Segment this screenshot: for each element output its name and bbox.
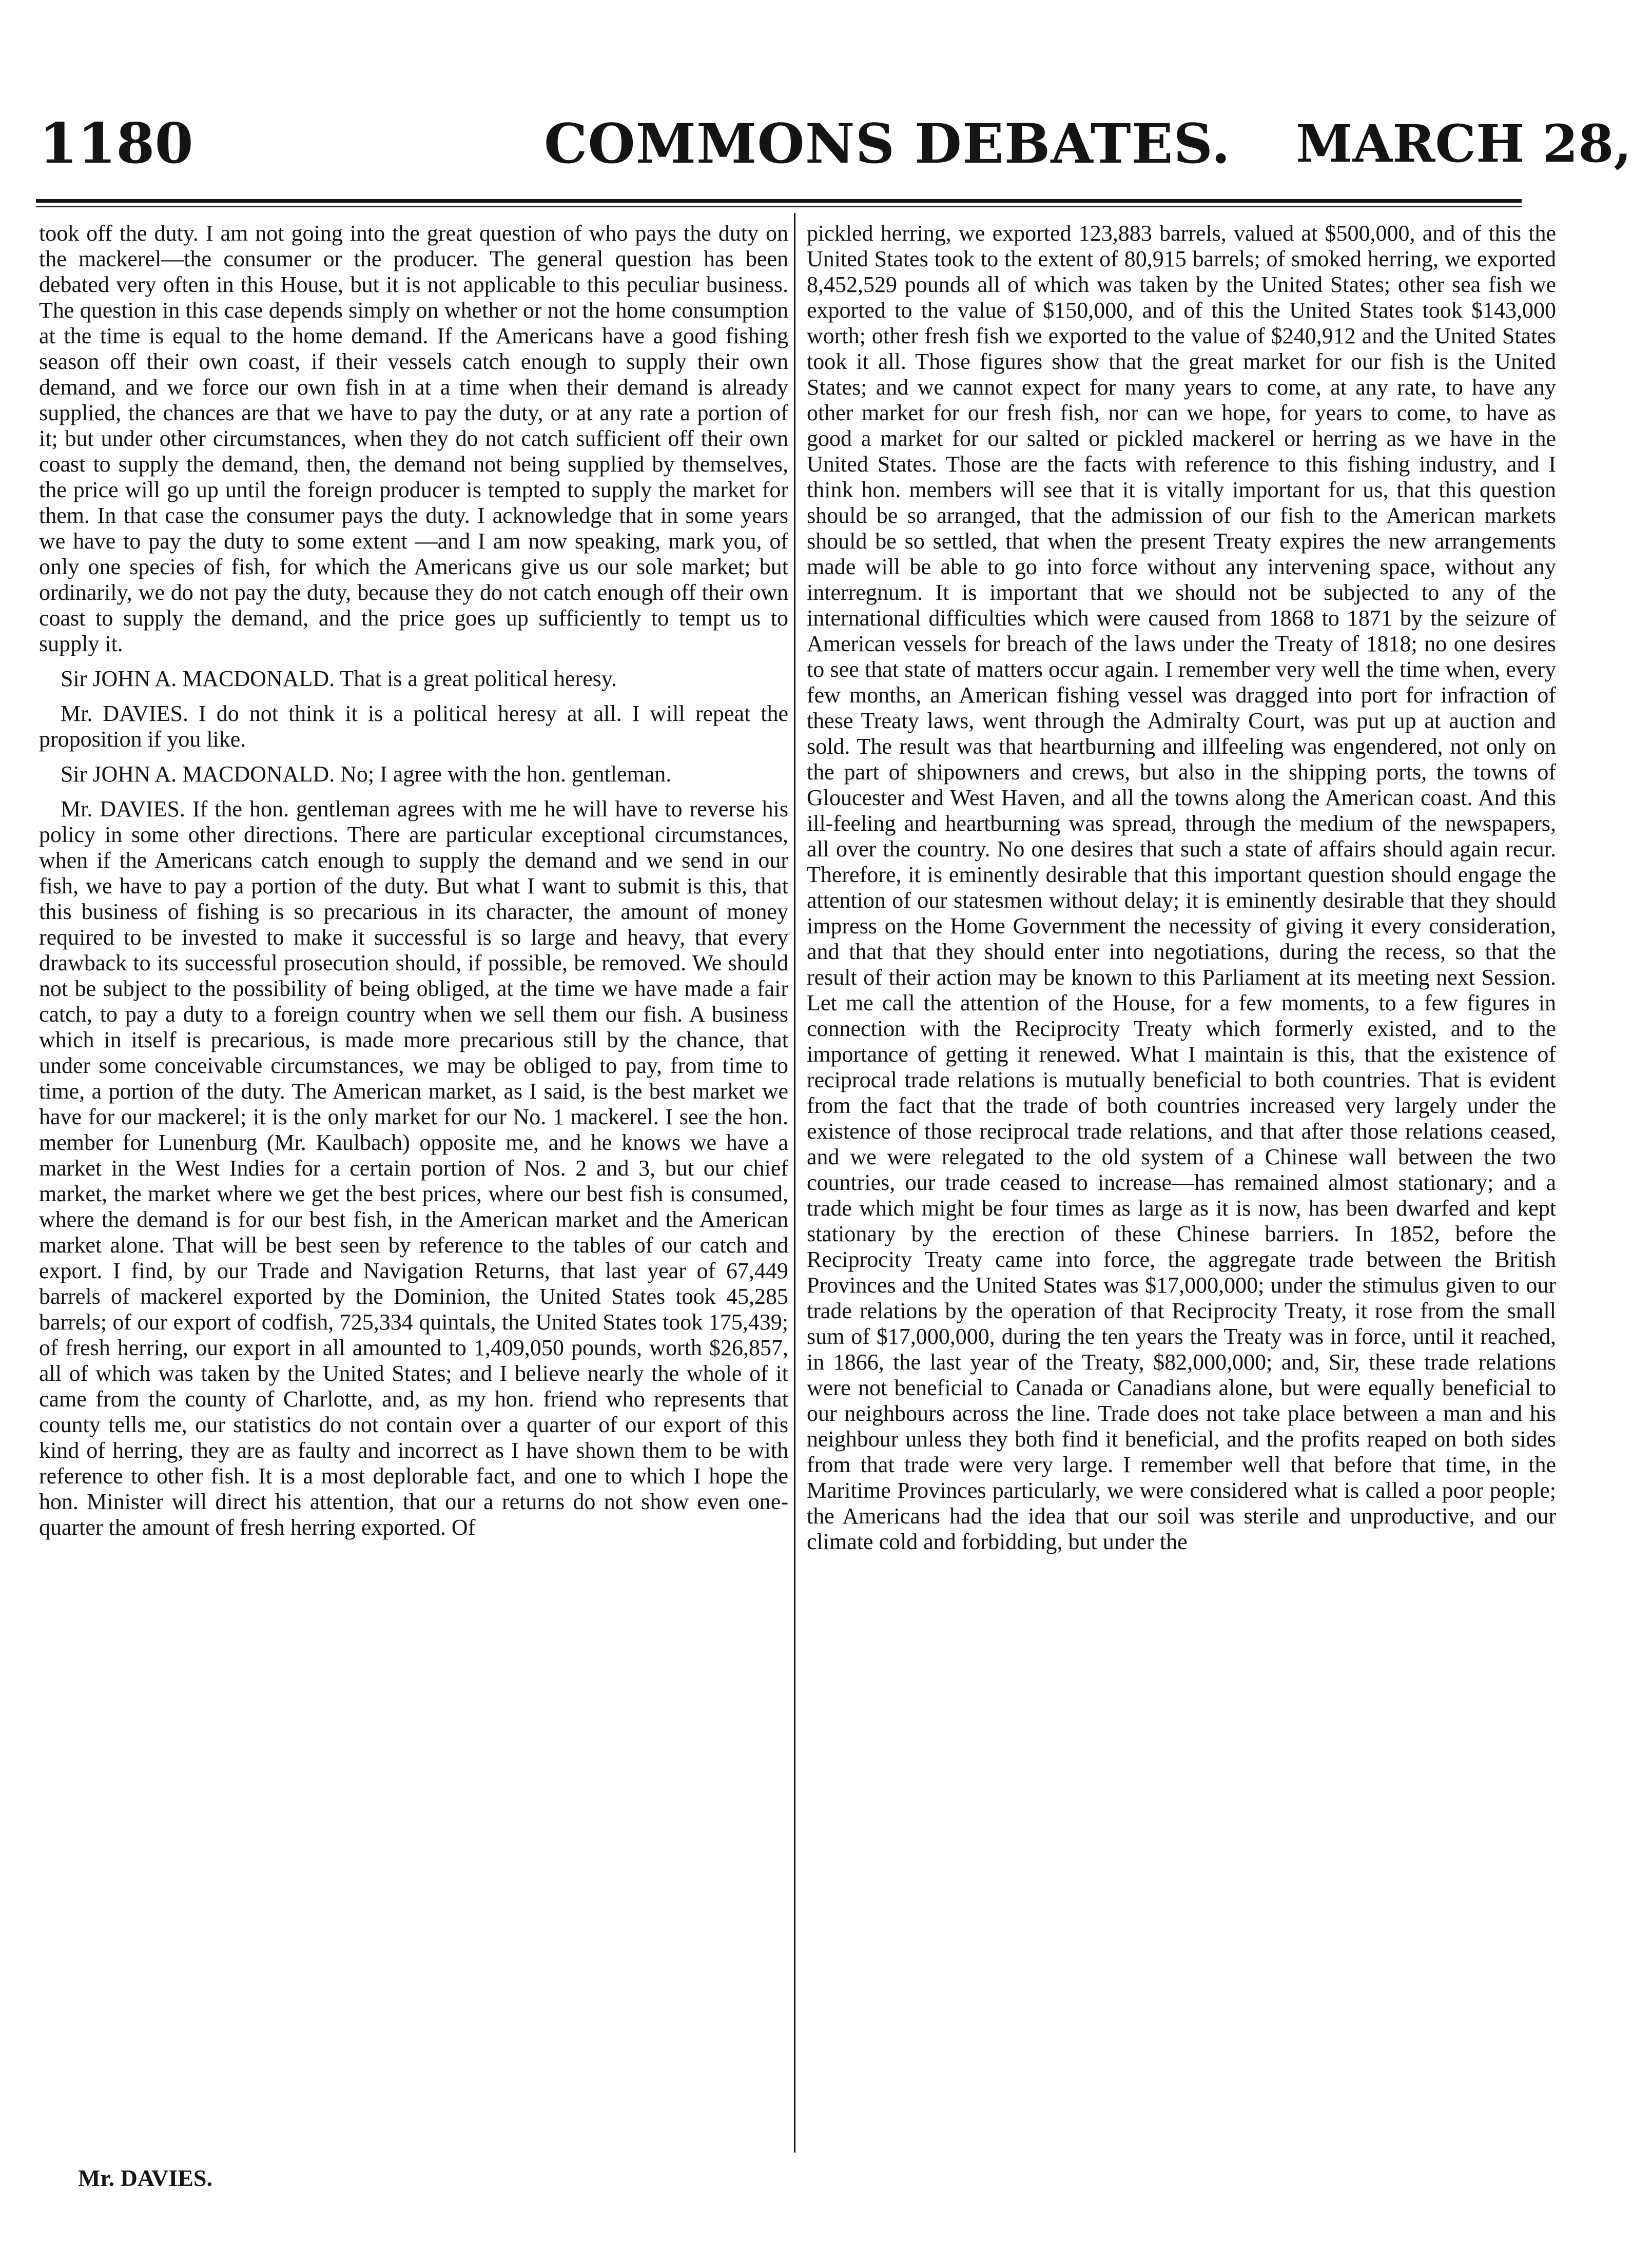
right-column [807, 221, 1556, 1555]
page-number: 1180 [39, 111, 193, 176]
page-date: MARCH 28, [1296, 113, 1632, 174]
header-rule-thick [36, 199, 1522, 203]
header-rule-thin [36, 206, 1522, 207]
column-divider [794, 213, 795, 2153]
paragraph: Sir JOHN A. MACDONALD. That is a great political heresy. [61, 666, 617, 691]
publication-title: COMMONS DEBATES. [544, 111, 1231, 175]
paragraph: pickled herring, we exported 123,883 barrels, valued at $500,000, and of this the United States took to the extent of 80,915 barrels; of smoked herring, we exported 8,452,529 pounds all of which was taken by the United States; other sea fish we exported to the value of $150,000, and of this the United States took $143,000 worth; other fresh fish we exported to the value of $240,912 and the United States took it all. Those figures show that the great market for our fish is the United States; and we cannot expect for many years to come, at any rate, to have any other market for our fresh fish, nor can we hope, for years to come, to have as good a market for our salted or pickled mackerel or herring as we have in the United States. Those are the facts with reference to this fishing industry, and I think hon. members will see that it is vitally important for us, that this question should be so arranged, that the admission of our fish to the American markets should be so settled, that when the present Treaty expires the new arrangements made will be able to go into force without any intervening space, without any interregnum. It is important that we should not be subjected to any of the international difficulties which were caused from 1868 to 1871 by the seizure of American vessels for breach of the laws under the Treaty of 1818; no one desires to see that state of matters occur again. I remember very well the time when, every few months, an American fishing vessel was dragged into port for infraction of these Treaty laws, went through the Admiralty Court, was put up at auction and sold. The result was that heartburning and illfeeling was engendered, not only on the part of shipowners and crews, but also in the shipping ports, the towns of Gloucester and West Haven, and all the towns along the American coast. And this ill-feeling and heartburning was spread, through the medium of the newspapers, all over the country. No one desires that such a state of affairs should again recur. Therefore, it is eminently desirable that this important question should engage the attention of our statesmen without delay; it is eminently desirable that they should impress on the Home Government the necessity of giving it every consideration, and that that they should enter into negotiations, during the recess, so that the result of their action may be known to this Parliament at its meeting next Session. Let me call the attention of the House, for a few moments, to a few figures in connection with the Reciprocity Treaty which formerly existed, and to the importance of getting it renewed. What I maintain is this, that the existence of reciprocal trade relations is mutually beneficial to both countries. That is evident from the fact that the trade of both countries increased very largely under the existence of those reciprocal trade relations, and that after those relations ceased, and we were relegated to the old system of a Chinese wall between the two countries, our trade ceased to increase—has remained almost stationary; and a trade which might be four times as large as it is now, has been dwarfed and kept stationary by the erection of these Chinese barriers. In 1852, before the Reciprocity Treaty came into force, the aggregate trade between the British Provinces and the United States was $17,000,000; under the stimulus given to our trade relations by the operation of that Reciprocity Treaty, it rose from the small sum of $17,000,000, during the ten years the Treaty was in force, until it reached, in 1866, the last year of the Treaty, $82,000,000; and, Sir, these trade relations were not beneficial to Canada or Canadians alone, but were equally beneficial to our neighbours across the line. Trade does not take place between a man and his neighbour unless they both find it beneficial, and the profits reaped on both sides from that trade were very large. I remember well that before that time, in the Maritime Provinces particularly, we were considered what is called a poor people; the Americans had the idea that our soil was sterile and unproductive, and our climate cold and forbidding, but under the [807, 221, 1556, 1554]
paragraph: Sir JOHN A. MACDONALD. No; I agree with the hon. gentleman. [61, 761, 672, 787]
paragraph: Mr. DAVIES. I do not think it is a political heresy at all. I will repeat the proposition if you like. [39, 701, 788, 752]
footer-speaker-name: Mr. DAVIES. [78, 2165, 213, 2191]
paragraph: Mr. DAVIES. If the hon. gentleman agrees with me he will have to reverse his policy in some other directions. There are particular exceptional circumstances, when if the Americans catch enough to supply the demand and we send in our fish, we have to pay a portion of the duty. But what I want to submit is this, that this business of fishing is so precarious in its character, the amount of money required to be invested to make it successful is so large and heavy, that every drawback to its successful prosecution should, if possible, be removed. We should not be subject to the possibility of being obliged, at the time we have made a fair catch, to pay a duty to a foreign country when we sell them our fish. A business which in itself is precarious, is made more precarious still by the chance, that under some conceivable circumstances, we may be obliged to pay, from time to time, a portion of the duty. The American market, as I said, is the best market we have for our mackerel; it is the only market for our No. 1 mackerel. I see the hon. member for Lunenburg (Mr. Kaulbach) opposite me, and he knows we have a market in the West Indies for a certain portion of Nos. 2 and 3, but our chief market, the market where we get the best prices, where our best fish is consumed, where the demand is for our best fish, in the American market and the American market alone. That will be best seen by reference to the tables of our catch and export. I find, by our Trade and Navigation Returns, that last year of 67,449 barrels of mackerel exported by the Dominion, the United States took 45,285 barrels; of our export of codfish, 725,334 quintals, the United States took 175,439; of fresh herring, our export in all amounted to 1,409,050 pounds, worth $26,857, all of which was taken by the United States; and I believe nearly the whole of it came from the county of Charlotte, and, as my hon. friend who represents that county tells me, our statistics do not contain over a quarter of our export of this kind of herring, they are as faulty and incorrect as I have shown them to be with reference to other fish. It is a most deplorable fact, and one to which I hope the hon. Minister will direct his attention, that our a returns do not show even one-quarter the amount of fresh herring exported. Of [39, 796, 788, 1540]
paragraph: took off the duty. I am not going into the great question of who pays the duty on the mackerel—the consumer or the producer. The general question has been debated very often in this House, but it is not applicable to this peculiar business. The question in this case depends simply on whether or not the home consumption at the time is equal to the home demand. If the Americans have a good fishing season off their own coast, if their vessels catch enough to supply their own demand, and we force our own fish in at a time when their demand is already supplied, the chances are that we have to pay the duty, or at any rate a portion of it; but under other circumstances, when they do not catch sufficient off their own coast to supply the demand, then, the demand not being supplied by themselves, the price will go up until the foreign producer is tempted to supply the market for them. In that case the consumer pays the duty. I acknowledge that in some years we have to pay the duty to some extent —and I am now speaking, mark you, of only one species of fish, for which the Americans give us our sole market; but ordinarily, we do not pay the duty, because they do not catch enough off their own coast to supply the demand, and the price goes up sufficiently to tempt us to supply it. [39, 221, 788, 656]
left-column [39, 221, 788, 1540]
